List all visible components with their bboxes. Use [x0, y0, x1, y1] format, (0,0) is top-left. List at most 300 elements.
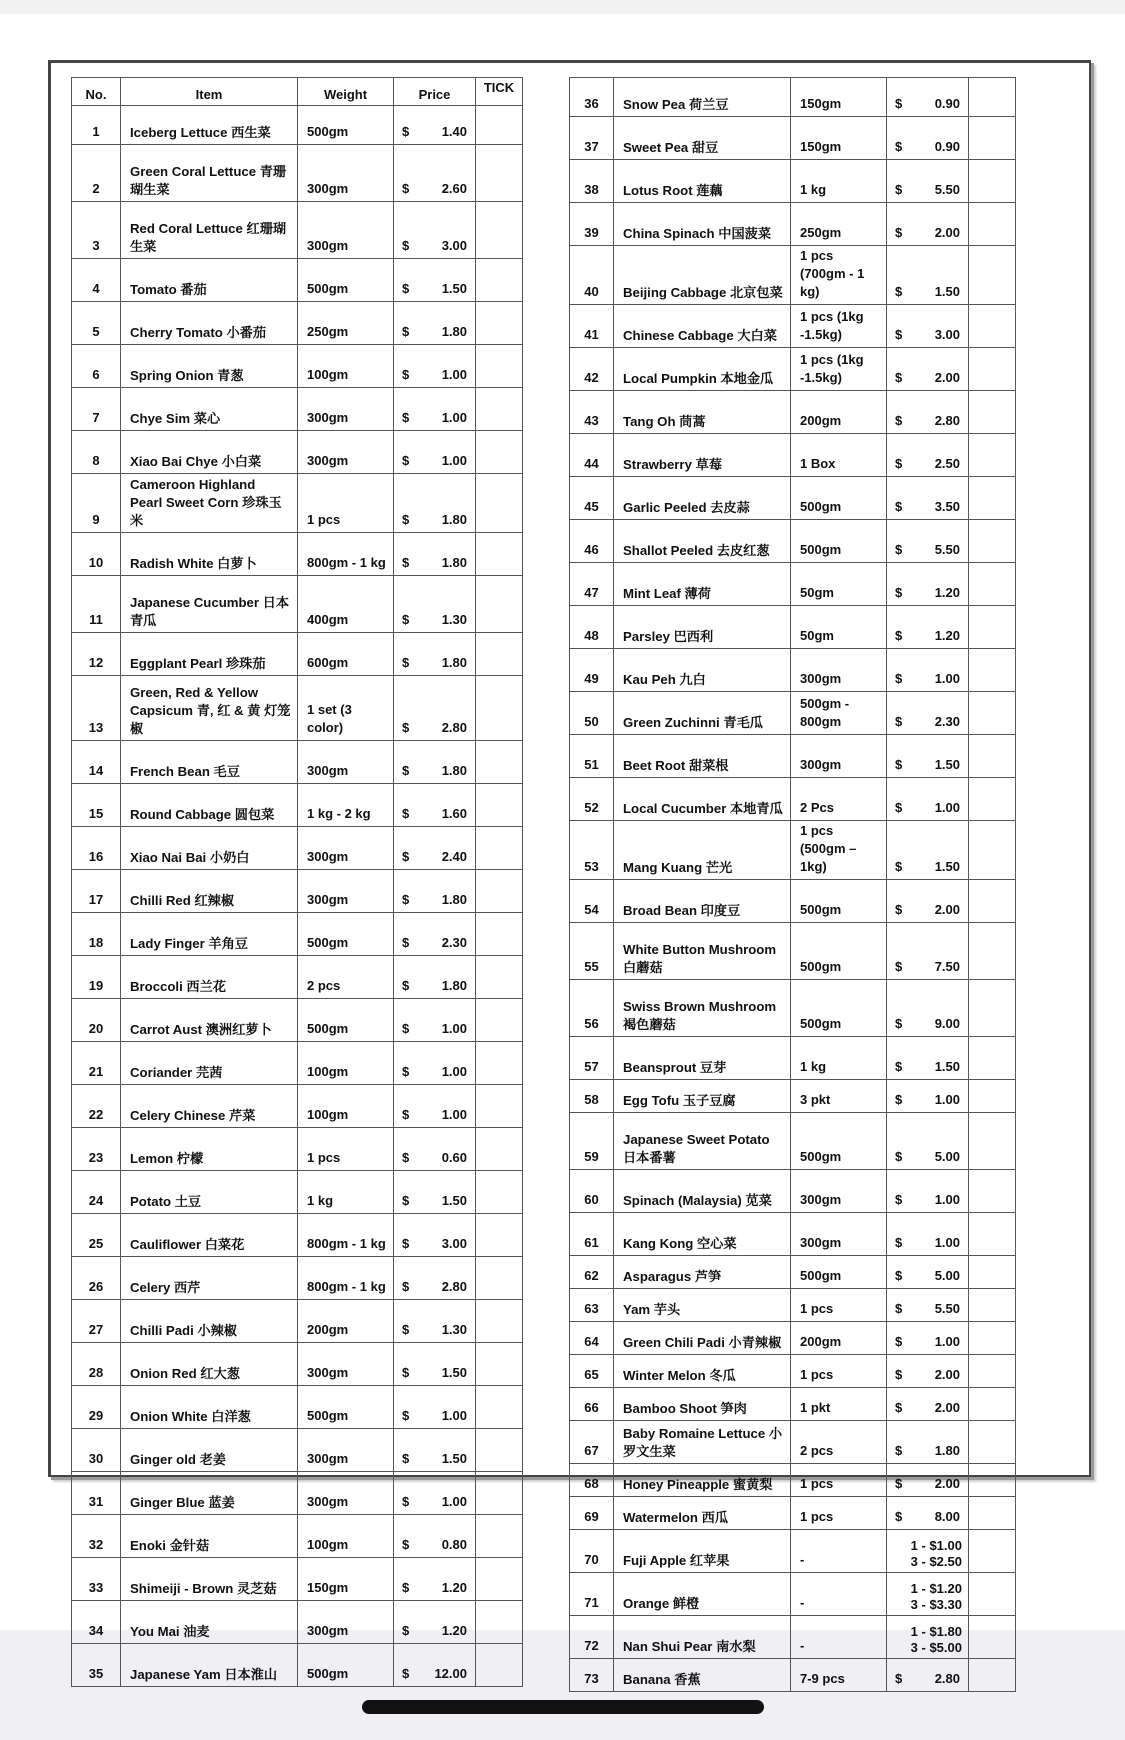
item-name: Kau Peh 九白 — [614, 649, 791, 692]
tick-box[interactable] — [969, 1497, 1016, 1530]
currency-symbol: $ — [402, 1365, 410, 1380]
tick-box[interactable] — [969, 477, 1016, 520]
currency-symbol: $ — [402, 410, 410, 425]
row-number: 14 — [72, 741, 121, 784]
price-amount: 1.50 — [934, 757, 960, 772]
row-number: 46 — [570, 520, 614, 563]
tick-box[interactable] — [969, 246, 1016, 305]
price-amount: 2.00 — [934, 370, 960, 385]
table-row — [570, 1421, 1016, 1464]
item-price — [394, 1644, 476, 1687]
item-name: Xiao Bai Chye 小白菜 — [121, 431, 298, 474]
row-number: 59 — [570, 1113, 614, 1170]
tick-box[interactable] — [969, 1388, 1016, 1421]
item-price — [887, 305, 969, 348]
currency-symbol: $ — [895, 139, 903, 154]
item-price — [887, 1355, 969, 1388]
left-column — [71, 77, 523, 1687]
tick-box[interactable] — [969, 203, 1016, 246]
tick-box[interactable] — [969, 391, 1016, 434]
item-price — [394, 827, 476, 870]
currency-symbol: $ — [895, 456, 903, 471]
item-price — [394, 1515, 476, 1558]
item-weight: 1 Box — [791, 434, 887, 477]
header-no: No. — [72, 78, 121, 106]
item-name: Iceberg Lettuce 西生菜 — [121, 106, 298, 145]
tick-box[interactable] — [476, 533, 523, 576]
price-tier: 1 - $1.00 — [910, 1538, 962, 1553]
tick-box[interactable] — [476, 474, 523, 533]
tick-box[interactable] — [476, 1171, 523, 1214]
table-row — [72, 106, 523, 145]
price-list-sheet — [48, 60, 1091, 1687]
price-amount: 1.00 — [441, 1408, 467, 1423]
item-weight: 500gm — [298, 913, 394, 956]
table-row — [72, 576, 523, 633]
row-number: 54 — [570, 880, 614, 923]
tick-box[interactable] — [476, 1300, 523, 1343]
item-price — [887, 1497, 969, 1530]
tick-box[interactable] — [969, 1659, 1016, 1692]
tick-box[interactable] — [476, 259, 523, 302]
item-name: Asparagus 芦笋 — [614, 1256, 791, 1289]
item-name: Coriander 芫茜 — [121, 1042, 298, 1085]
price-amount: 1.80 — [441, 978, 467, 993]
currency-symbol: $ — [895, 757, 903, 772]
currency-symbol: $ — [895, 1149, 903, 1164]
item-price — [394, 1386, 476, 1429]
tick-box[interactable] — [969, 880, 1016, 923]
item-price — [887, 1289, 969, 1322]
tick-box[interactable] — [476, 1601, 523, 1644]
item-price — [887, 606, 969, 649]
tick-box[interactable] — [969, 1530, 1016, 1573]
item-weight: 600gm — [298, 633, 394, 676]
table-row — [72, 1429, 523, 1472]
currency-symbol: $ — [895, 902, 903, 917]
item-price — [887, 391, 969, 434]
price-amount: 3.00 — [441, 238, 467, 253]
currency-symbol: $ — [895, 1476, 903, 1491]
tick-box[interactable] — [476, 1042, 523, 1085]
item-name: Enoki 金针菇 — [121, 1515, 298, 1558]
currency-symbol: $ — [895, 959, 903, 974]
item-weight: 150gm — [791, 117, 887, 160]
tick-box[interactable] — [476, 1558, 523, 1601]
row-number: 45 — [570, 477, 614, 520]
row-number: 30 — [72, 1429, 121, 1472]
item-weight: 500gm — [791, 520, 887, 563]
table-row — [570, 1113, 1016, 1170]
row-number: 3 — [72, 202, 121, 259]
item-name: Mint Leaf 薄荷 — [614, 563, 791, 606]
row-number: 70 — [570, 1530, 614, 1573]
tick-box[interactable] — [476, 913, 523, 956]
row-number: 25 — [72, 1214, 121, 1257]
table-row — [570, 880, 1016, 923]
price-amount: 1.00 — [441, 453, 467, 468]
tick-box[interactable] — [476, 676, 523, 741]
item-name: Orange 鲜橙 — [614, 1573, 791, 1616]
tick-box[interactable] — [476, 999, 523, 1042]
tick-box[interactable] — [969, 778, 1016, 821]
item-price — [887, 692, 969, 735]
table-row — [570, 520, 1016, 563]
item-name: Chilli Padi 小辣椒 — [121, 1300, 298, 1343]
row-number: 26 — [72, 1257, 121, 1300]
currency-symbol: $ — [402, 655, 410, 670]
currency-symbol: $ — [402, 849, 410, 864]
item-weight: 500gm — [298, 999, 394, 1042]
item-weight: 300gm — [298, 202, 394, 259]
row-number: 10 — [72, 533, 121, 576]
tick-box[interactable] — [476, 576, 523, 633]
home-indicator[interactable] — [362, 1700, 764, 1714]
item-name: Winter Melon 冬瓜 — [614, 1355, 791, 1388]
tick-box[interactable] — [476, 1085, 523, 1128]
tick-box[interactable] — [476, 106, 523, 145]
tick-box[interactable] — [476, 431, 523, 474]
item-price — [887, 160, 969, 203]
item-name: Yam 芋头 — [614, 1289, 791, 1322]
tick-box[interactable] — [969, 1289, 1016, 1322]
item-name: Sweet Pea 甜豆 — [614, 117, 791, 160]
item-price — [394, 302, 476, 345]
tick-box[interactable] — [476, 633, 523, 676]
item-weight: 200gm — [791, 391, 887, 434]
item-price — [887, 1464, 969, 1497]
tick-box[interactable] — [969, 692, 1016, 735]
currency-symbol: $ — [895, 96, 903, 111]
currency-symbol: $ — [895, 585, 903, 600]
row-number: 73 — [570, 1659, 614, 1692]
item-price — [887, 1322, 969, 1355]
currency-symbol: $ — [402, 1021, 410, 1036]
item-weight: 250gm — [298, 302, 394, 345]
item-name: Strawberry 草莓 — [614, 434, 791, 477]
price-amount: 1.00 — [441, 367, 467, 382]
item-name: Shimeiji - Brown 灵芝菇 — [121, 1558, 298, 1601]
tick-box[interactable] — [476, 956, 523, 999]
currency-symbol: $ — [402, 1408, 410, 1423]
item-weight: 1 set (3 color) — [298, 676, 394, 741]
table-row — [570, 1530, 1016, 1573]
tick-box[interactable] — [969, 117, 1016, 160]
item-name: Onion White 白洋葱 — [121, 1386, 298, 1429]
currency-symbol: $ — [402, 555, 410, 570]
tick-box[interactable] — [476, 1429, 523, 1472]
price-amount: 2.00 — [934, 1476, 960, 1491]
row-number: 60 — [570, 1170, 614, 1213]
row-number: 42 — [570, 348, 614, 391]
table-row — [72, 633, 523, 676]
price-amount: 2.00 — [934, 1367, 960, 1382]
item-weight: 1 pcs — [791, 1497, 887, 1530]
row-number: 52 — [570, 778, 614, 821]
table-row — [570, 1616, 1016, 1659]
price-amount: 12.00 — [434, 1666, 467, 1681]
tick-box[interactable] — [969, 1616, 1016, 1659]
row-number: 38 — [570, 160, 614, 203]
tick-box[interactable] — [476, 1128, 523, 1171]
row-number: 4 — [72, 259, 121, 302]
item-price — [887, 434, 969, 477]
table-row — [570, 391, 1016, 434]
item-price — [887, 821, 969, 880]
price-tier: 3 - $2.50 — [910, 1554, 962, 1569]
row-number: 20 — [72, 999, 121, 1042]
tick-box[interactable] — [969, 735, 1016, 778]
currency-symbol: $ — [895, 370, 903, 385]
table-row — [72, 431, 523, 474]
price-amount: 1.00 — [441, 1494, 467, 1509]
item-weight: 500gm — [298, 1644, 394, 1687]
row-number: 43 — [570, 391, 614, 434]
item-price — [394, 633, 476, 676]
price-amount: 1.80 — [441, 892, 467, 907]
item-name: Japanese Yam 日本淮山 — [121, 1644, 298, 1687]
item-name: Baby Romaine Lettuce 小罗文生菜 — [614, 1421, 791, 1464]
table-row — [72, 1300, 523, 1343]
tick-box[interactable] — [969, 1256, 1016, 1289]
tick-box[interactable] — [969, 434, 1016, 477]
currency-symbol: $ — [895, 327, 903, 342]
tick-box[interactable] — [476, 388, 523, 431]
table-row — [72, 259, 523, 302]
document-viewer[interactable] — [0, 14, 1125, 1687]
item-weight: 300gm — [298, 870, 394, 913]
table-row — [570, 1659, 1016, 1692]
row-number: 1 — [72, 106, 121, 145]
item-name: Beijing Cabbage 北京包菜 — [614, 246, 791, 305]
price-amount: 1.00 — [441, 1107, 467, 1122]
currency-symbol: $ — [895, 1016, 903, 1031]
table-row — [72, 956, 523, 999]
tick-box[interactable] — [476, 202, 523, 259]
tick-box[interactable] — [969, 980, 1016, 1037]
row-number: 36 — [570, 78, 614, 117]
row-number: 72 — [570, 1616, 614, 1659]
row-number: 37 — [570, 117, 614, 160]
table-row — [570, 246, 1016, 305]
price-amount: 5.50 — [934, 1301, 960, 1316]
tick-box[interactable] — [476, 741, 523, 784]
item-name: Ginger old 老姜 — [121, 1429, 298, 1472]
tick-box[interactable] — [969, 305, 1016, 348]
item-name: Kang Kong 空心菜 — [614, 1213, 791, 1256]
tick-box[interactable] — [476, 302, 523, 345]
tick-box[interactable] — [476, 1386, 523, 1429]
row-number: 33 — [72, 1558, 121, 1601]
table-row — [570, 1213, 1016, 1256]
item-price — [394, 741, 476, 784]
item-weight: 500gm - 800gm — [791, 692, 887, 735]
currency-symbol: $ — [895, 1400, 903, 1415]
tick-box[interactable] — [969, 1322, 1016, 1355]
table-row — [72, 1042, 523, 1085]
tick-box[interactable] — [476, 827, 523, 870]
row-number: 12 — [72, 633, 121, 676]
tick-box[interactable] — [969, 348, 1016, 391]
item-name: Potato 土豆 — [121, 1171, 298, 1214]
item-name: Chye Sim 菜心 — [121, 388, 298, 431]
item-weight: 100gm — [298, 1085, 394, 1128]
tick-box[interactable] — [969, 1170, 1016, 1213]
item-price — [887, 1388, 969, 1421]
item-name: Snow Pea 荷兰豆 — [614, 78, 791, 117]
item-weight: 800gm - 1 kg — [298, 1257, 394, 1300]
price-amount: 1.20 — [441, 1580, 467, 1595]
item-name: Green Coral Lettuce 青珊瑚生菜 — [121, 145, 298, 202]
table-row — [72, 1257, 523, 1300]
currency-symbol: $ — [402, 324, 410, 339]
tick-box[interactable] — [476, 1515, 523, 1558]
item-weight: 1 pcs (500gm – 1kg) — [791, 821, 887, 880]
tick-box[interactable] — [969, 1213, 1016, 1256]
currency-symbol: $ — [895, 182, 903, 197]
item-weight: 300gm — [298, 431, 394, 474]
table-row — [570, 78, 1016, 117]
tick-box[interactable] — [969, 1421, 1016, 1464]
tick-box[interactable] — [969, 1355, 1016, 1388]
currency-symbol: $ — [402, 806, 410, 821]
tick-box[interactable] — [969, 649, 1016, 692]
price-amount: 1.50 — [441, 281, 467, 296]
tick-box[interactable] — [476, 1343, 523, 1386]
row-number: 23 — [72, 1128, 121, 1171]
item-price — [394, 202, 476, 259]
item-name: Red Coral Lettuce 红珊瑚生菜 — [121, 202, 298, 259]
table-row — [72, 1085, 523, 1128]
item-price-tiers — [887, 1616, 969, 1659]
item-weight: 3 pkt — [791, 1080, 887, 1113]
item-weight: 300gm — [298, 1601, 394, 1644]
price-amount: 1.00 — [934, 671, 960, 686]
item-name: Tang Oh 茼蒿 — [614, 391, 791, 434]
currency-symbol: $ — [895, 1235, 903, 1250]
item-weight: 300gm — [298, 1472, 394, 1515]
tick-box[interactable] — [476, 1257, 523, 1300]
item-name: Lotus Root 莲藕 — [614, 160, 791, 203]
tick-box[interactable] — [969, 520, 1016, 563]
tick-box[interactable] — [969, 606, 1016, 649]
tick-box[interactable] — [476, 1644, 523, 1687]
currency-symbol: $ — [895, 1509, 903, 1524]
currency-symbol: $ — [402, 512, 410, 527]
tick-box[interactable] — [969, 821, 1016, 880]
item-price — [887, 1213, 969, 1256]
row-number: 2 — [72, 145, 121, 202]
price-amount: 1.00 — [934, 1092, 960, 1107]
tick-box[interactable] — [969, 1573, 1016, 1616]
tick-box[interactable] — [969, 1464, 1016, 1497]
price-amount: 1.50 — [934, 284, 960, 299]
table-row — [570, 735, 1016, 778]
tick-box[interactable] — [476, 870, 523, 913]
price-table-left — [71, 77, 523, 1687]
row-number: 53 — [570, 821, 614, 880]
price-amount: 8.00 — [934, 1509, 960, 1524]
price-amount: 1.00 — [934, 1192, 960, 1207]
price-amount: 1.30 — [441, 1322, 467, 1337]
item-price — [887, 520, 969, 563]
price-amount: 0.80 — [441, 1537, 467, 1552]
right-column — [569, 77, 1016, 1692]
tick-box[interactable] — [969, 1113, 1016, 1170]
table-row — [570, 1037, 1016, 1080]
tick-box[interactable] — [476, 1472, 523, 1515]
tick-box[interactable] — [969, 1037, 1016, 1080]
header-tick: TICK — [476, 78, 523, 106]
price-table-right — [569, 77, 1016, 1692]
row-number: 5 — [72, 302, 121, 345]
table-row — [570, 821, 1016, 880]
tick-box[interactable] — [476, 145, 523, 202]
item-name: Japanese Sweet Potato 日本番薯 — [614, 1113, 791, 1170]
item-price — [887, 980, 969, 1037]
row-number: 51 — [570, 735, 614, 778]
table-row — [72, 1601, 523, 1644]
item-price — [394, 676, 476, 741]
currency-symbol: $ — [895, 1367, 903, 1382]
item-weight: 250gm — [791, 203, 887, 246]
table-row — [72, 676, 523, 741]
tick-box[interactable] — [969, 563, 1016, 606]
row-number: 27 — [72, 1300, 121, 1343]
row-number: 44 — [570, 434, 614, 477]
item-name: Green Chili Padi 小青辣椒 — [614, 1322, 791, 1355]
item-weight: 500gm — [791, 477, 887, 520]
row-number: 48 — [570, 606, 614, 649]
item-price-tiers — [887, 1530, 969, 1573]
table-row — [570, 692, 1016, 735]
item-name: Egg Tofu 玉子豆腐 — [614, 1080, 791, 1113]
item-weight: 800gm - 1 kg — [298, 533, 394, 576]
tick-box[interactable] — [969, 160, 1016, 203]
tick-box[interactable] — [476, 345, 523, 388]
price-amount: 5.00 — [934, 1149, 960, 1164]
item-price — [887, 117, 969, 160]
price-amount: 1.00 — [934, 800, 960, 815]
table-row — [570, 160, 1016, 203]
item-name: China Spinach 中国菠菜 — [614, 203, 791, 246]
row-number: 66 — [570, 1388, 614, 1421]
tick-box[interactable] — [476, 1214, 523, 1257]
currency-symbol: $ — [402, 124, 410, 139]
item-weight: 1 pcs (1kg -1.5kg) — [791, 348, 887, 391]
table-row — [72, 1386, 523, 1429]
item-name: Lemon 柠檬 — [121, 1128, 298, 1171]
price-amount: 1.80 — [441, 512, 467, 527]
price-amount: 2.80 — [934, 1671, 960, 1686]
item-name: Ginger Blue 蓝姜 — [121, 1472, 298, 1515]
item-price-tiers — [887, 1573, 969, 1616]
tick-box[interactable] — [969, 923, 1016, 980]
item-weight: 50gm — [791, 563, 887, 606]
currency-symbol: $ — [402, 1064, 410, 1079]
tick-box[interactable] — [476, 784, 523, 827]
currency-symbol: $ — [895, 1059, 903, 1074]
item-name: Celery Chinese 芹菜 — [121, 1085, 298, 1128]
currency-symbol: $ — [402, 612, 410, 627]
tick-box[interactable] — [969, 1080, 1016, 1113]
item-name: Broccoli 西兰花 — [121, 956, 298, 999]
item-name: Parsley 巴西利 — [614, 606, 791, 649]
tick-box[interactable] — [969, 78, 1016, 117]
price-amount: 0.60 — [441, 1150, 467, 1165]
item-weight: 1 pcs (700gm - 1 kg) — [791, 246, 887, 305]
item-price — [887, 1037, 969, 1080]
